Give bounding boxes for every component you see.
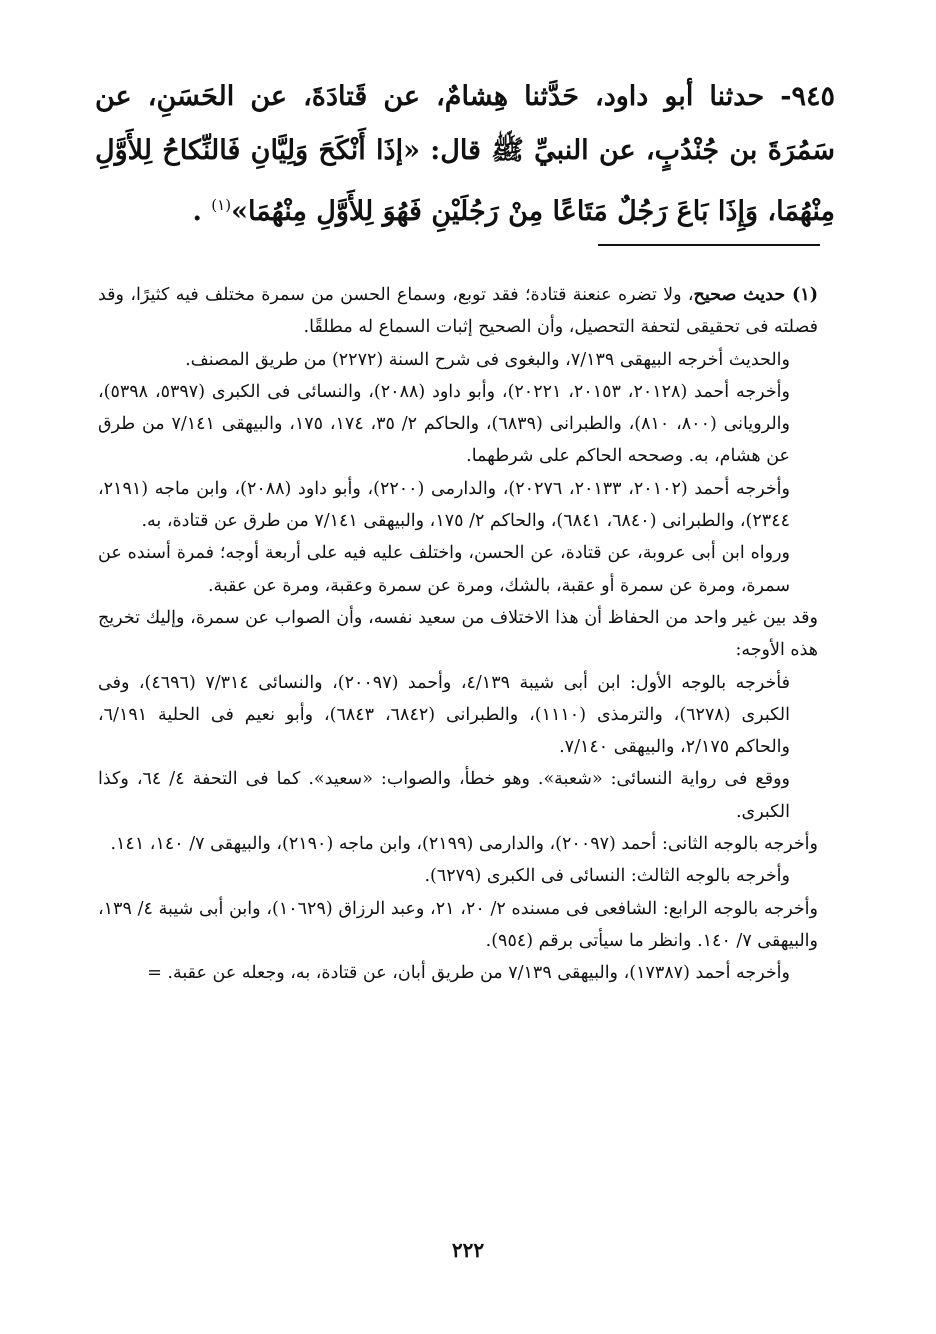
hadith-number: ٩٤٥- xyxy=(780,81,835,112)
footnote-paragraph: ورواه ابن أبى عروبة، عن قتادة، عن الحسن، واختلف عليه فيه على أربعة أوجه؛ فمرة أسنده عن سمرة، ومرة عن سمرة أو عقبة، بالشك، ومرة عن سمرة وعقبة، ومرة عن عقبة. xyxy=(98,543,790,596)
footnote-divider xyxy=(598,244,820,246)
hadith-block xyxy=(95,70,835,239)
footnote-paragraph: وأخرجه أحمد (٢٠١٠٢، ٢٠١٣٣، ٢٠٢٧٦)، والدارمى (٢٢٠٠)، وأبو داود (٢٠٨٨)، وابن ماجه (٢١٩١، ٢٣٤٤)، والطبرانى (٦٨٤٠، ٦٨٤١)، والحاكم ٢/ ١٧٥، والبيهقى ٧/١٤١ من طرق عن قتادة، به. xyxy=(98,478,790,532)
footnote-paragraph: فأخرجه بالوجه الأول: ابن أبى شيبة ٤/١٣٩، وأحمد (٢٠٠٩٧)، والنسائى ٧/٣١٤ (٤٦٩٦)، وفى الكبرى (٦٢٧٨)، والترمذى (١١١٠)، والطبرانى (٦٨٤٢، ٦٨٤٣)، وأبو نعيم فى الحلية ٦/١٩١، والحاكم ٢/١٧٥، والبيهقى ٧/١٤٠. xyxy=(98,672,790,758)
footnote-paragraph: وأخرجه بالوجه الثانى: أحمد (٢٠٠٩٧)، والدارمى (٢١٩٩)، وابن ماجه (٢١٩٠)، والبيهقى ٧/ ١٤٠، ١٤١. xyxy=(110,834,818,855)
footnote-paragraph: وقد بين غير واحد من الحفاظ أن هذا الاختلاف من سعيد نفسه، وأن الصواب عن سمرة، وإليك تخريج هذه الأوجه: xyxy=(98,607,818,661)
page-number: ٢٢٢ xyxy=(451,1238,485,1262)
hadith-text: حدثنا أبو داود، حَدَّثنا هِشامٌ، عن قَتادَةَ، عن الحَسَنِ، عن سَمُرَةَ بن جُنْدُبٍ، عن النبيِّ ﷺ قال: «إذَا أَنْكَحَ وَلِيَّانِ فَالنِّكاحُ لِلأَوَّلِ مِنْهُمَا، وَإِذَا بَاعَ رَجُلٌ مَتَاعًا مِنْ رَجُلَيْنِ فَهُوَ لِلأَوَّلِ مِنْهُمَا» xyxy=(95,81,835,227)
footnote-lead: (١) حديث صحيح xyxy=(693,285,818,305)
hadith-end: . xyxy=(192,196,212,227)
footnote-paragraph xyxy=(98,279,818,344)
footnote-paragraph: ووقع فى رواية النسائى: «شعبة». وهو خطأ، والصواب: «سعيد». كما فى التحفة ٤/ ٦٤، وكذا الكبرى. xyxy=(98,769,790,822)
footnote-paragraph: وأخرجه أحمد (٢٠١٢٨، ٢٠١٥٣، ٢٠٢٢١)، وأبو داود (٢٠٨٨)، والنسائى فى الكبرى (٥٣٩٧، ٥٣٩٨)، والرويانى (٨٠٠، ٨١٠)، والطبرانى (٦٨٣٩)، والحاكم ٢/ ٣٥، ١٧٤، ١٧٥، والبيهقى ٧/١٤١ من طرق عن هشام، به. وصححه الحاكم على شرطهما. xyxy=(98,381,790,467)
footnote-paragraph: وأخرجه بالوجه الثالث: النسائى فى الكبرى (٦٢٧٩). xyxy=(424,866,790,887)
footnote-paragraph: وأخرجه بالوجه الرابع: الشافعى فى مسنده ٢/ ٢٠، ٢١، وعبد الرزاق (١٠٦٢٩)، وابن أبى شيبة ٤/ ١٣٩، والبيهقى ٧/ ١٤٠. وانظر ما سيأتى برقم (٩٥٤). xyxy=(98,898,818,951)
hadith-paragraph xyxy=(95,70,835,239)
footnotes xyxy=(98,279,818,990)
footnote-paragraph: وأخرجه أحمد (١٧٣٨٧)، والبيهقى ٧/١٣٩ من طريق أبان، عن قتادة، به، وجعله عن عقبة. = xyxy=(147,963,790,984)
footnote-paragraph: والحديث أخرجه البيهقى ٧/١٣٩، والبغوى فى شرح السنة (٢٢٧٢) من طريق المصنف. xyxy=(185,349,790,370)
footnote-reference: (١) xyxy=(211,196,232,214)
footnote-text: ، ولا تضره عنعنة قتادة؛ فقد توبع، وسماع الحسن من سمرة مختلف فيه كثيرًا، وقد فصلته فى تحقيقى لتحفة التحصيل، وأن الصحيح إثبات السماع له مطلقًا. xyxy=(98,285,818,338)
